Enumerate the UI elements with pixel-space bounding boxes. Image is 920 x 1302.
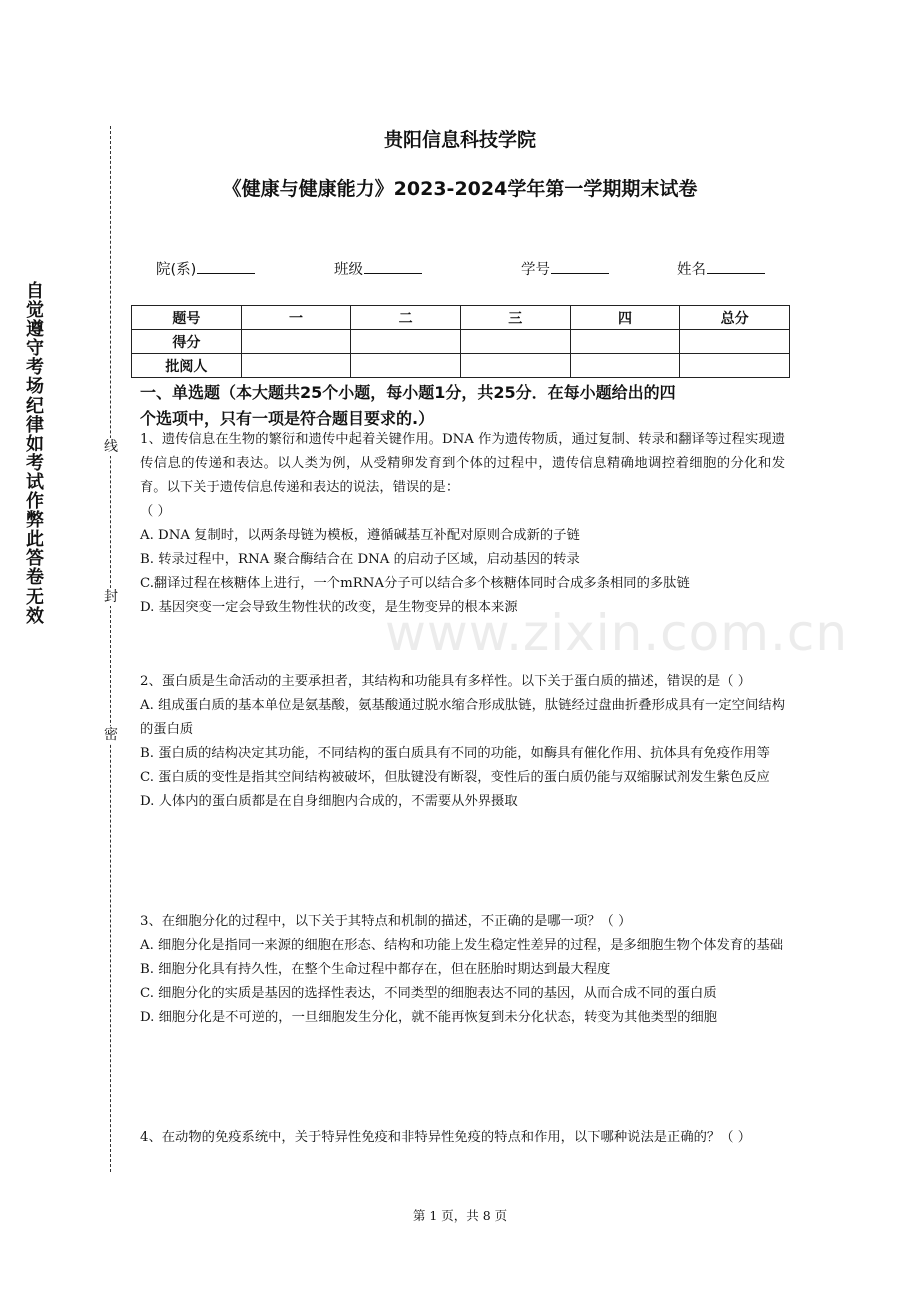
option-c: C. 细胞分化的实质是基因的选择性表达，不同类型的细胞表达不同的基因，从而合成不同的蛋白质: [140, 986, 717, 1001]
grader-cell[interactable]: [680, 354, 790, 378]
class-blank[interactable]: [364, 259, 422, 274]
option-b: B. 蛋白质的结构决定其功能，不同结构的蛋白质具有不同的功能，如酶具有催化作用、抗体具有免疫作用等: [140, 746, 770, 761]
department-field[interactable]: [156, 258, 255, 279]
table-row: [132, 354, 790, 378]
option-c: C.翻译过程在核糖体上进行，一个mRNA分子可以结合多个核糖体同时合成多条相同的多肽链: [140, 576, 690, 591]
score-cell[interactable]: [680, 330, 790, 354]
seal-mark-secret: 密: [104, 727, 118, 743]
row-label-grader: 批阅人: [132, 354, 242, 378]
question-stem: 2、蛋白质是生命活动的主要承担者，其结构和功能具有多样性。以下关于蛋白质的描述，错误的是（ ）: [140, 674, 752, 689]
score-table: [131, 305, 790, 378]
watermark: www.zixin.com.cn: [385, 604, 849, 662]
column-header: 一: [241, 306, 351, 330]
score-cell[interactable]: [351, 330, 461, 354]
exam-discipline-note: 自觉遵守考场纪律如考试作弊此答卷无效: [26, 281, 44, 627]
option-d: D. 基因突变一定会导致生物性状的改变，是生物变异的根本来源: [140, 600, 518, 615]
class-label: 班级: [334, 262, 363, 278]
student-id-field[interactable]: [521, 258, 609, 279]
option-c: C. 蛋白质的变性是指其空间结构被破坏，但肽键没有断裂，变性后的蛋白质仍能与双缩脲试剂发生紫色反应: [140, 770, 770, 785]
answer-blank: （ ）: [140, 504, 171, 519]
row-label-question-no: 题号: [132, 306, 242, 330]
question-4: [140, 1126, 785, 1150]
score-cell[interactable]: [241, 330, 351, 354]
name-blank[interactable]: [707, 259, 765, 274]
question-1: [140, 428, 785, 620]
option-b: B. 细胞分化具有持久性，在整个生命过程中都存在，但在胚胎时期达到最大程度: [140, 962, 611, 977]
seal-mark-seal: 封: [104, 589, 118, 605]
department-blank[interactable]: [197, 259, 255, 274]
student-id-label: 学号: [521, 262, 550, 278]
question-3: [140, 910, 785, 1030]
grader-cell[interactable]: [570, 354, 680, 378]
table-row: [132, 330, 790, 354]
section-heading-line1: 一、单选题（本大题共25个小题，每小题1分，共25分．在每小题给出的四: [140, 383, 676, 402]
column-header: 三: [460, 306, 570, 330]
seal-mark-line: 线: [104, 439, 118, 455]
seal-dashed-line: [110, 126, 111, 1172]
grader-cell[interactable]: [241, 354, 351, 378]
option-a: A. DNA 复制时，以两条母链为模板，遵循碱基互补配对原则合成新的子链: [140, 528, 580, 543]
name-label: 姓名: [677, 262, 706, 278]
question-2: [140, 670, 785, 814]
department-label: 院(系): [156, 262, 197, 278]
score-cell[interactable]: [570, 330, 680, 354]
column-header: 二: [351, 306, 461, 330]
student-id-blank[interactable]: [551, 259, 609, 274]
class-field[interactable]: [334, 258, 422, 279]
row-label-score: 得分: [132, 330, 242, 354]
option-d: D. 细胞分化是不可逆的，一旦细胞发生分化，就不能再恢复到未分化状态，转变为其他类型的细胞: [140, 1010, 718, 1025]
section-heading: [140, 380, 785, 432]
grader-cell[interactable]: [460, 354, 570, 378]
question-stem: 1、遗传信息在生物的繁衍和遗传中起着关键作用。DNA 作为遗传物质，通过复制、转录和翻译等过程实现遗传信息的传递和表达。以人类为例，从受精卵发育到个体的过程中，遗传信息精确地调控着细胞的分化和发育。以下关于遗传信息传递和表达的说法，错误的是：: [140, 432, 785, 495]
option-b: B. 转录过程中，RNA 聚合酶结合在 DNA 的启动子区域，启动基因的转录: [140, 552, 580, 567]
column-header: 四: [570, 306, 680, 330]
grader-cell[interactable]: [351, 354, 461, 378]
option-d: D. 人体内的蛋白质都是在自身细胞内合成的，不需要从外界摄取: [140, 794, 518, 809]
page-number: 第 1 页，共 8 页: [412, 1208, 508, 1223]
score-cell[interactable]: [460, 330, 570, 354]
option-a: A. 细胞分化是指同一来源的细胞在形态、结构和功能上发生稳定性差异的过程，是多细胞生物个体发育的基础: [140, 938, 784, 953]
question-stem: 4、在动物的免疫系统中，关于特异性免疫和非特异性免疫的特点和作用，以下哪种说法是正确的？（ ）: [140, 1130, 752, 1145]
school-name: 贵阳信息科技学院: [383, 129, 536, 151]
question-stem: 3、在细胞分化的过程中，以下关于其特点和机制的描述，不正确的是哪一项？（ ）: [140, 914, 632, 929]
exam-title: 《健康与健康能力》2023-2024学年第一学期期末试卷: [222, 178, 698, 200]
column-header: 总分: [680, 306, 790, 330]
table-row: [132, 306, 790, 330]
name-field[interactable]: [677, 258, 765, 279]
option-a: A. 组成蛋白质的基本单位是氨基酸，氨基酸通过脱水缩合形成肽链，肽链经过盘曲折叠形成具有一定空间结构的蛋白质: [140, 698, 785, 737]
section-heading-line2: 个选项中，只有一项是符合题目要求的.）: [140, 409, 435, 428]
